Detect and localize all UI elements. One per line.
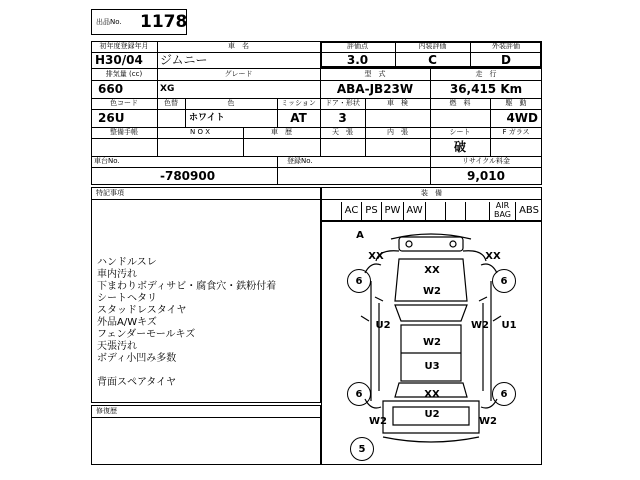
grade-label: グレード xyxy=(224,70,253,78)
interior-trim-label: 内 張 xyxy=(387,128,408,136)
repair-history-label: 修復歴 xyxy=(96,407,117,415)
interior-label: 内装評価 xyxy=(418,42,447,50)
equip-pw: PW xyxy=(381,202,403,220)
tire-rear-right: 6 xyxy=(492,382,516,406)
manual-label: 整備手帳 xyxy=(110,128,138,136)
reg-year: H30/04 xyxy=(95,53,143,67)
color-change-label: 色替 xyxy=(164,99,178,107)
glass-label: F ガラス xyxy=(502,128,530,136)
mission: AT xyxy=(290,111,307,125)
damage-rear-top: XX xyxy=(424,389,440,400)
chassis-number: -780900 xyxy=(160,169,216,183)
nox-label: N O X xyxy=(190,128,210,136)
chassis-label: 車台No. xyxy=(94,157,120,165)
damage-rear-right-corner: W2 xyxy=(479,416,497,427)
remark-item: 車内汚れ xyxy=(97,269,137,280)
spare-tire: 5 xyxy=(350,437,374,461)
displacement: 660 xyxy=(98,82,124,96)
color-code: 26U xyxy=(98,111,125,125)
registration-label: 登録No. xyxy=(287,157,313,165)
front-marker: A xyxy=(356,230,364,241)
damage-roof-rear: U3 xyxy=(424,361,440,372)
damage-hood: W2 xyxy=(423,286,441,297)
color-label: 色 xyxy=(227,99,235,107)
damage-right-side: W2 xyxy=(471,320,489,331)
damage-left-side: U2 xyxy=(375,320,391,331)
mileage-label: 走 行 xyxy=(475,70,497,78)
interior-grade: C xyxy=(428,53,437,67)
doors: 3 xyxy=(338,111,347,125)
doors-label: ドア・形状 xyxy=(325,99,360,107)
lot-number: 1178 xyxy=(140,12,188,32)
equip-ps: PS xyxy=(361,202,381,220)
damage-rear-gate: U2 xyxy=(424,409,440,420)
equip-blank-1 xyxy=(425,202,445,220)
remark-item: スタッドレスタイヤ xyxy=(97,305,187,316)
reg-year-label: 初年度登録年月 xyxy=(99,42,149,50)
recycle-fee: 9,010 xyxy=(467,169,505,183)
car-name-label: 車 名 xyxy=(228,42,249,50)
equip-blank-3 xyxy=(465,202,489,220)
damage-front-right-corner: XX xyxy=(485,251,501,262)
remark-item: ボディ小凹み多数 xyxy=(97,353,177,364)
mission-label: ミッション xyxy=(281,99,316,107)
exterior-label: 外装評価 xyxy=(492,42,520,50)
damage-roof-front: W2 xyxy=(423,337,441,348)
drive-label: 駆 動 xyxy=(505,99,527,107)
sunroof-label: 天 張 xyxy=(332,128,353,136)
recycle-label: リサイクル料金 xyxy=(461,157,511,165)
damage-right-side-outer: U1 xyxy=(501,320,517,331)
equip-abs: ABS xyxy=(515,202,542,220)
damage-rear-left-corner: W2 xyxy=(369,416,387,427)
equip-airbag: AIR BAG xyxy=(489,202,515,220)
remark-item: 下まわりボディサビ・腐食穴・鉄粉付着 xyxy=(97,281,277,292)
seat-condition: 破 xyxy=(453,140,466,154)
remark-item: フェンダーモールキズ xyxy=(97,329,196,340)
tire-rear-left: 6 xyxy=(347,382,371,406)
score: 3.0 xyxy=(346,53,369,67)
displacement-label: 排気量 (cc) xyxy=(105,70,143,78)
repair-history-box xyxy=(91,405,321,465)
exterior-grade: D xyxy=(501,53,511,67)
fuel-label: 燃 料 xyxy=(449,99,471,107)
drive: 4WD xyxy=(506,111,538,125)
damage-front-left-corner: XX xyxy=(368,251,384,262)
mileage: 36,415 Km xyxy=(449,82,523,96)
grade: XG xyxy=(160,84,175,94)
lot-number-label: 出品No. xyxy=(96,18,122,26)
color-code-label: 色コード xyxy=(110,99,138,107)
model-label: 型 式 xyxy=(364,70,386,78)
seat-label: シート xyxy=(449,128,471,136)
equipment-label: 装 備 xyxy=(421,189,442,197)
remark-item: ハンドルスレ xyxy=(97,257,157,268)
score-label: 評価点 xyxy=(347,42,368,50)
inspection-label: 車 検 xyxy=(387,99,408,107)
history-label: 車 歴 xyxy=(271,128,292,136)
special-notes-label: 特記事項 xyxy=(96,189,124,197)
damage-hood-top: XX xyxy=(424,265,440,276)
car-name: ジムニー xyxy=(160,53,208,67)
model: ABA-JB23W xyxy=(336,82,414,96)
tire-front-right: 6 xyxy=(492,269,516,293)
remark-item: シートヘタリ xyxy=(97,293,157,304)
tire-front-left: 6 xyxy=(347,269,371,293)
remark-item: 背面スペアタイヤ xyxy=(97,377,177,388)
remark-item: 天張汚れ xyxy=(97,341,137,352)
equip-blank-2 xyxy=(445,202,465,220)
equip-aw: AW xyxy=(403,202,425,220)
equip-ac: AC xyxy=(341,202,361,220)
color: ホワイト xyxy=(189,113,225,123)
remark-item: 外品A/Wキズ xyxy=(97,317,157,328)
